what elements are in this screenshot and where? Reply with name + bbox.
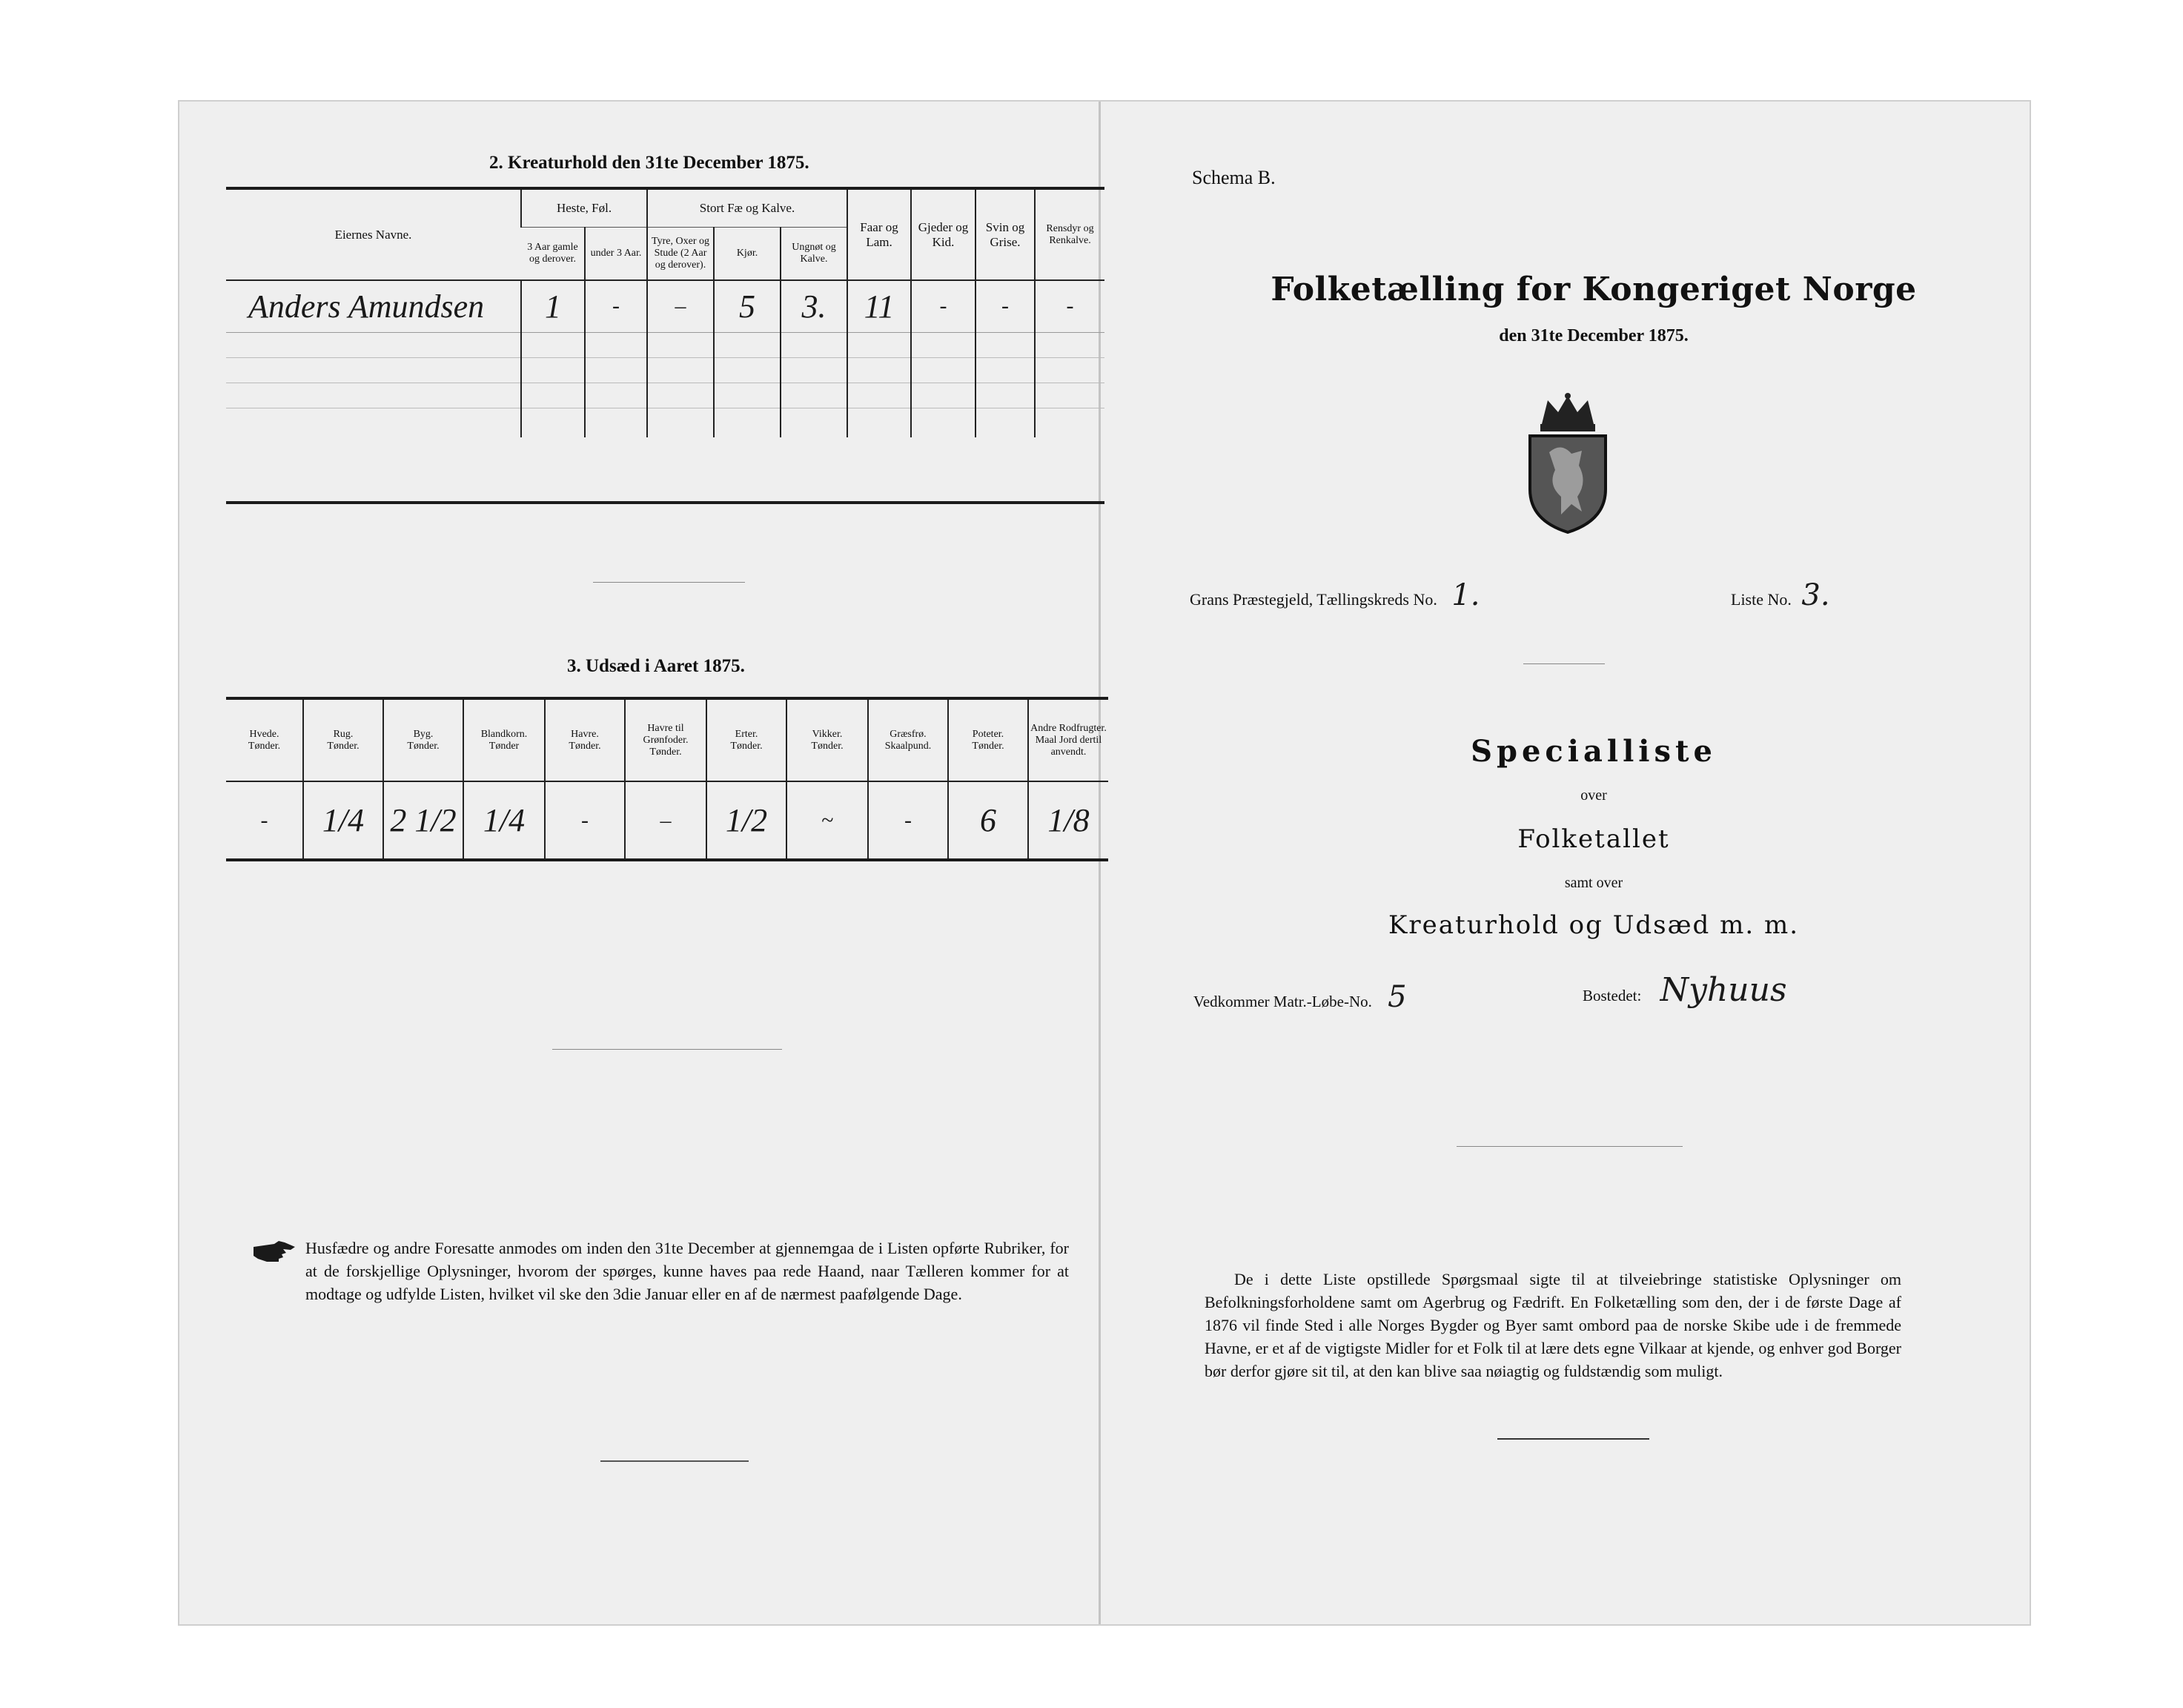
- samt-over-text: samt over: [1564, 875, 1623, 891]
- section2-bottom-rule: [226, 501, 1104, 504]
- col-owner-header: Eiernes Navne.: [226, 190, 521, 280]
- seed-value: –: [625, 781, 706, 858]
- liste-number: 3.: [1801, 578, 1830, 612]
- col-heste-a-header: 3 Aar gamle og derover.: [521, 227, 585, 280]
- section2-title: 2. Kreaturhold den 31te December 1875.: [489, 153, 809, 173]
- divider: [593, 582, 745, 583]
- notice-text: Husfædre og andre Foresatte anmodes om inden den 31te December at gjennemgaa de i Listen opførte Rubriker, for at de forskjellige Oplysninger, hvorom der spørges, kunne haves paa rede Haand, naar Tælleren kommer for at modtage og udfylde Listen, hvilket vil ske den 3die Januar eller en af de nærmest paafølgende Dage.: [305, 1239, 1069, 1303]
- liste-label: Liste No.: [1731, 590, 1792, 609]
- page-title: Folketælling for Kongeriget Norge: [1271, 271, 1917, 308]
- seed-value: ~: [786, 781, 868, 858]
- col-faar-header: Faar og Lam.: [847, 190, 911, 280]
- coat-of-arms-icon: [1520, 393, 1616, 534]
- kreaturhold-heading: Kreaturhold og Udsæd m. m.: [1388, 910, 1799, 940]
- matr-number: 5: [1388, 980, 1407, 1014]
- seed-col-header: Blandkorn. Tønder: [463, 700, 545, 781]
- seed-col-header: Erter. Tønder.: [706, 700, 786, 781]
- seed-value: 6: [948, 781, 1028, 858]
- pointing-hand-icon: [252, 1239, 297, 1265]
- section3-title: 3. Udsæd i Aaret 1875.: [567, 656, 745, 676]
- seed-value: -: [545, 781, 625, 858]
- page-subtitle: den 31te December 1875.: [1499, 326, 1689, 345]
- table-row: [226, 280, 1104, 332]
- col-heste-header: Heste, Føl.: [521, 190, 647, 227]
- matr-line: [1193, 980, 1407, 1014]
- matr-label: Vedkommer Matr.-Løbe-No.: [1193, 993, 1372, 1010]
- faar-value: 11: [847, 280, 911, 332]
- divider: [552, 1049, 782, 1050]
- seed-col-header: Havre. Tønder.: [545, 700, 625, 781]
- seed-value: -: [868, 781, 948, 858]
- divider: [600, 1460, 749, 1462]
- seed-col-header: Vikker. Tønder.: [786, 700, 868, 781]
- seed-col-header: Hvede. Tønder.: [226, 700, 303, 781]
- specialliste-heading: Specialliste: [1471, 734, 1717, 769]
- heste-a-value: 1: [521, 280, 585, 332]
- kreds-number: 1.: [1451, 578, 1480, 612]
- seed-col-header: Græsfrø. Skaalpund.: [868, 700, 948, 781]
- folketallet-heading: Folketallet: [1517, 824, 1670, 854]
- col-stort-a-header: Tyre, Oxer og Stude (2 Aar og derover).: [647, 227, 714, 280]
- stort-c-value: 3.: [781, 280, 847, 332]
- seed-col-header: Havre til Grønfoder. Tønder.: [625, 700, 706, 781]
- divider: [1497, 1438, 1649, 1440]
- seed-value: 1/4: [303, 781, 383, 858]
- prestegjeld-line: [1190, 578, 1480, 612]
- col-stort-c-header: Ungnøt og Kalve.: [781, 227, 847, 280]
- section3-bottom-rule: [226, 858, 1108, 861]
- seed-value: 2 1/2: [383, 781, 463, 858]
- stort-b-value: 5: [714, 280, 781, 332]
- table-row: [226, 781, 1108, 858]
- svin-value: -: [975, 280, 1035, 332]
- seed-col-header: Rug. Tønder.: [303, 700, 383, 781]
- col-heste-b-header: under 3 Aar.: [585, 227, 647, 280]
- col-stort-b-header: Kjør.: [714, 227, 781, 280]
- bostedet-value: Nyhuus: [1660, 971, 1787, 1009]
- schema-label: Schema B.: [1192, 167, 1276, 188]
- seed-value: 1/2: [706, 781, 786, 858]
- divider: [1523, 663, 1605, 664]
- divider: [1457, 1146, 1683, 1147]
- seed-value: 1/8: [1028, 781, 1108, 858]
- heste-b-value: -: [585, 280, 647, 332]
- rensdyr-value: -: [1035, 280, 1104, 332]
- gjeder-value: -: [911, 280, 975, 332]
- seed-value: 1/4: [463, 781, 545, 858]
- col-stort-header: Stort Fæ og Kalve.: [647, 190, 847, 227]
- seed-col-header: Byg. Tønder.: [383, 700, 463, 781]
- seed-table: [226, 700, 1108, 858]
- seed-col-header: Poteter. Tønder.: [948, 700, 1028, 781]
- seed-col-header: Andre Rodfrugter. Maal Jord dertil anvendt.: [1028, 700, 1108, 781]
- owner-name: Anders Amundsen: [226, 280, 521, 332]
- col-svin-header: Svin og Grise.: [975, 190, 1035, 280]
- stort-a-value: –: [647, 280, 714, 332]
- col-rensdyr-header: Rensdyr og Renkalve.: [1035, 190, 1104, 280]
- info-paragraph: De i dette Liste opstillede Spørgsmaal sigte til at tilveiebringe statistiske Oplysninger om Befolkningsforholdene samt om Agerbrug og Fædrift. En Folketælling som den, der i de første Dage af 1876 vil finde Sted i alle Norges Bygder og Byer samt ombord paa de norske Skibe ude i de fremmede Havne, er et af de vigtigste Midler for et Folk til at lære dets egne Vilkaar at kjende, og enhver god Borger bør derfor gjøre sit til, at den kan blive saa nøiagtig og fuldstændig som muligt.: [1205, 1270, 1901, 1380]
- livestock-table: [226, 190, 1104, 437]
- seed-value: -: [260, 807, 268, 833]
- liste-line: [1731, 578, 1830, 612]
- bostedet-line: [1583, 971, 1787, 1009]
- over-text: over: [1580, 787, 1607, 804]
- bostedet-label: Bostedet:: [1583, 987, 1642, 1004]
- col-gjeder-header: Gjeder og Kid.: [911, 190, 975, 280]
- prestegjeld-label: Grans Præstegjeld, Tællingskreds No.: [1190, 590, 1437, 609]
